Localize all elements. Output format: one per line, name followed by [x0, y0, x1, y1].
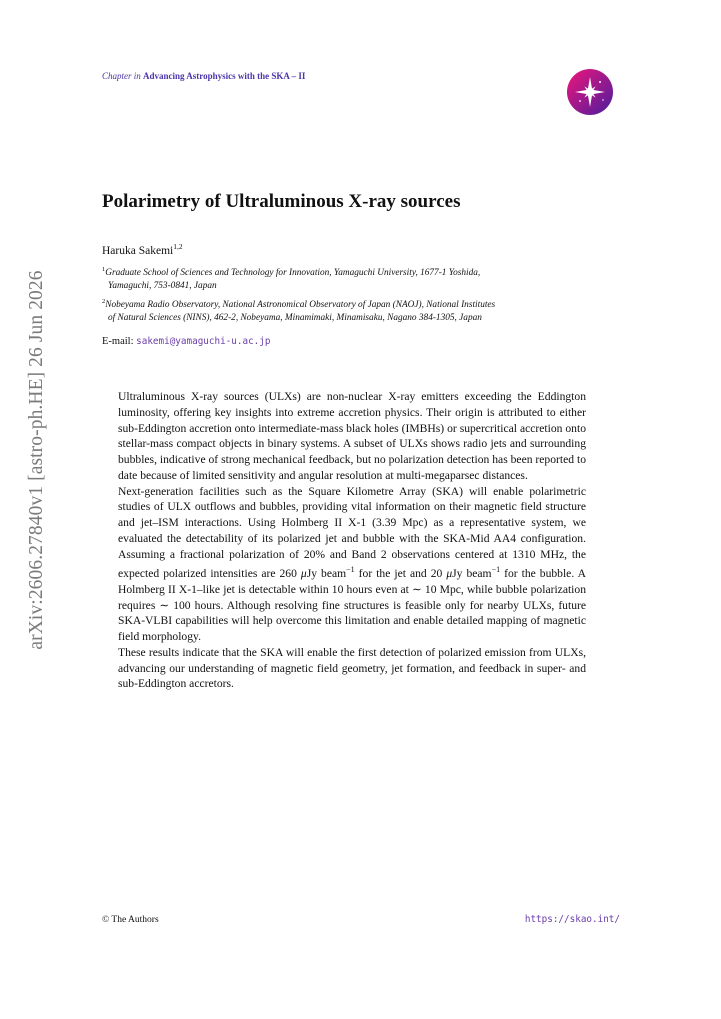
abstract-paragraph: Ultraluminous X-ray sources (ULXs) are non-nuclear X-ray emitters exceeding the Eddington luminosity, offering key insights into extreme accretion physics. Their origin is attributed to either sub-Eddington accretion onto intermediate-mass black holes (IMBHs) or supercritical accretion onto stellar-mass compact objects in binary systems. A subset of ULXs shows radio jets and surrounding bubbles, indicative of strong mechanical feedback, but no polarization detection has been reported to date because of limited sensitivity and angular resolution at multi-megaparsec distances.: [118, 390, 586, 482]
paper-title: Polarimetry of Ultraluminous X-ray sources: [102, 191, 461, 212]
affiliation-mark: 2: [102, 298, 106, 305]
author-affiliation-marks: 1,2: [173, 242, 183, 251]
affiliation-text: of Natural Sciences (NINS), 462-2, Nobeyama, Minamimaki, Minamisaku, Nagano 384-1305, Japan: [108, 312, 482, 323]
abstract: [118, 389, 586, 692]
email-line: [102, 336, 270, 347]
chapter-header: [102, 71, 305, 81]
abstract-paragraph: These results indicate that the SKA will enable the first detection of polarized emission from ULXs, advancing our understanding of magnetic field geometry, jet formation, and feedback in super- and sub-Eddington accretors.: [118, 645, 586, 691]
affiliation-text: Graduate School of Sciences and Technology for Innovation, Yamaguchi University, 1677-1 Yoshida,: [105, 268, 481, 279]
affiliation-mark: 1: [102, 266, 106, 273]
footer-url-link[interactable]: https://skao.int/: [524, 914, 620, 925]
ska-star-logo-icon: [567, 69, 613, 115]
email-label: E-mail:: [102, 336, 134, 347]
abstract-paragraph: Next-generation facilities such as the Square Kilometre Array (SKA) will enable polarimetric studies of ULX outflows and bubbles, providing vital information on their magnetic field structure and jet–ISM interactions. Using Holmberg II X-1 (3.39 Mpc) as a representative system, we evaluated the detectability of its polarized jet and bubble with the SKA-Mid AA4 configuration. Assuming a fractional polarization of 20% and Band 2 observations centered at 1310 MHz, the expected polarized intensities are 260 μJy beam$^{-1}$ for the jet and 20 μJy beam$^{-1}$ for the bubble. A Holmberg II X-1–like jet is detectable within 10 hours even at ∼ 10 Mpc, while bubble polarization requires ∼ 100 hours. Although resolving fine structures is feasible only for nearby ULXs, future SKA-VLBI capabilities will help overcome this limitation and enable detailed mapping of magnetic field morphology.: [118, 484, 586, 644]
email-link[interactable]: sakemi@yamaguchi-u.ac.jp: [136, 336, 271, 347]
affiliation-text: Yamaguchi, 753-0841, Japan: [108, 280, 217, 291]
arxiv-stamp: [20, 270, 54, 650]
affiliation-text: Nobeyama Radio Observatory, National Astronomical Observatory of Japan (NAOJ), National Institutes: [105, 300, 496, 311]
book-title: Advancing Astrophysics with the SKA – II: [143, 71, 306, 81]
affiliation-2: [102, 296, 622, 324]
affiliation-1: [102, 264, 622, 292]
author-name: Haruka Sakemi: [102, 244, 174, 257]
author-line: [102, 242, 183, 257]
copyright-notice: © The Authors: [102, 915, 159, 925]
arxiv-id: arXiv:2606.27840v1 [astro-ph.HE] 26 Jun 2026: [26, 270, 47, 650]
chapter-prefix: Chapter in: [102, 71, 141, 81]
